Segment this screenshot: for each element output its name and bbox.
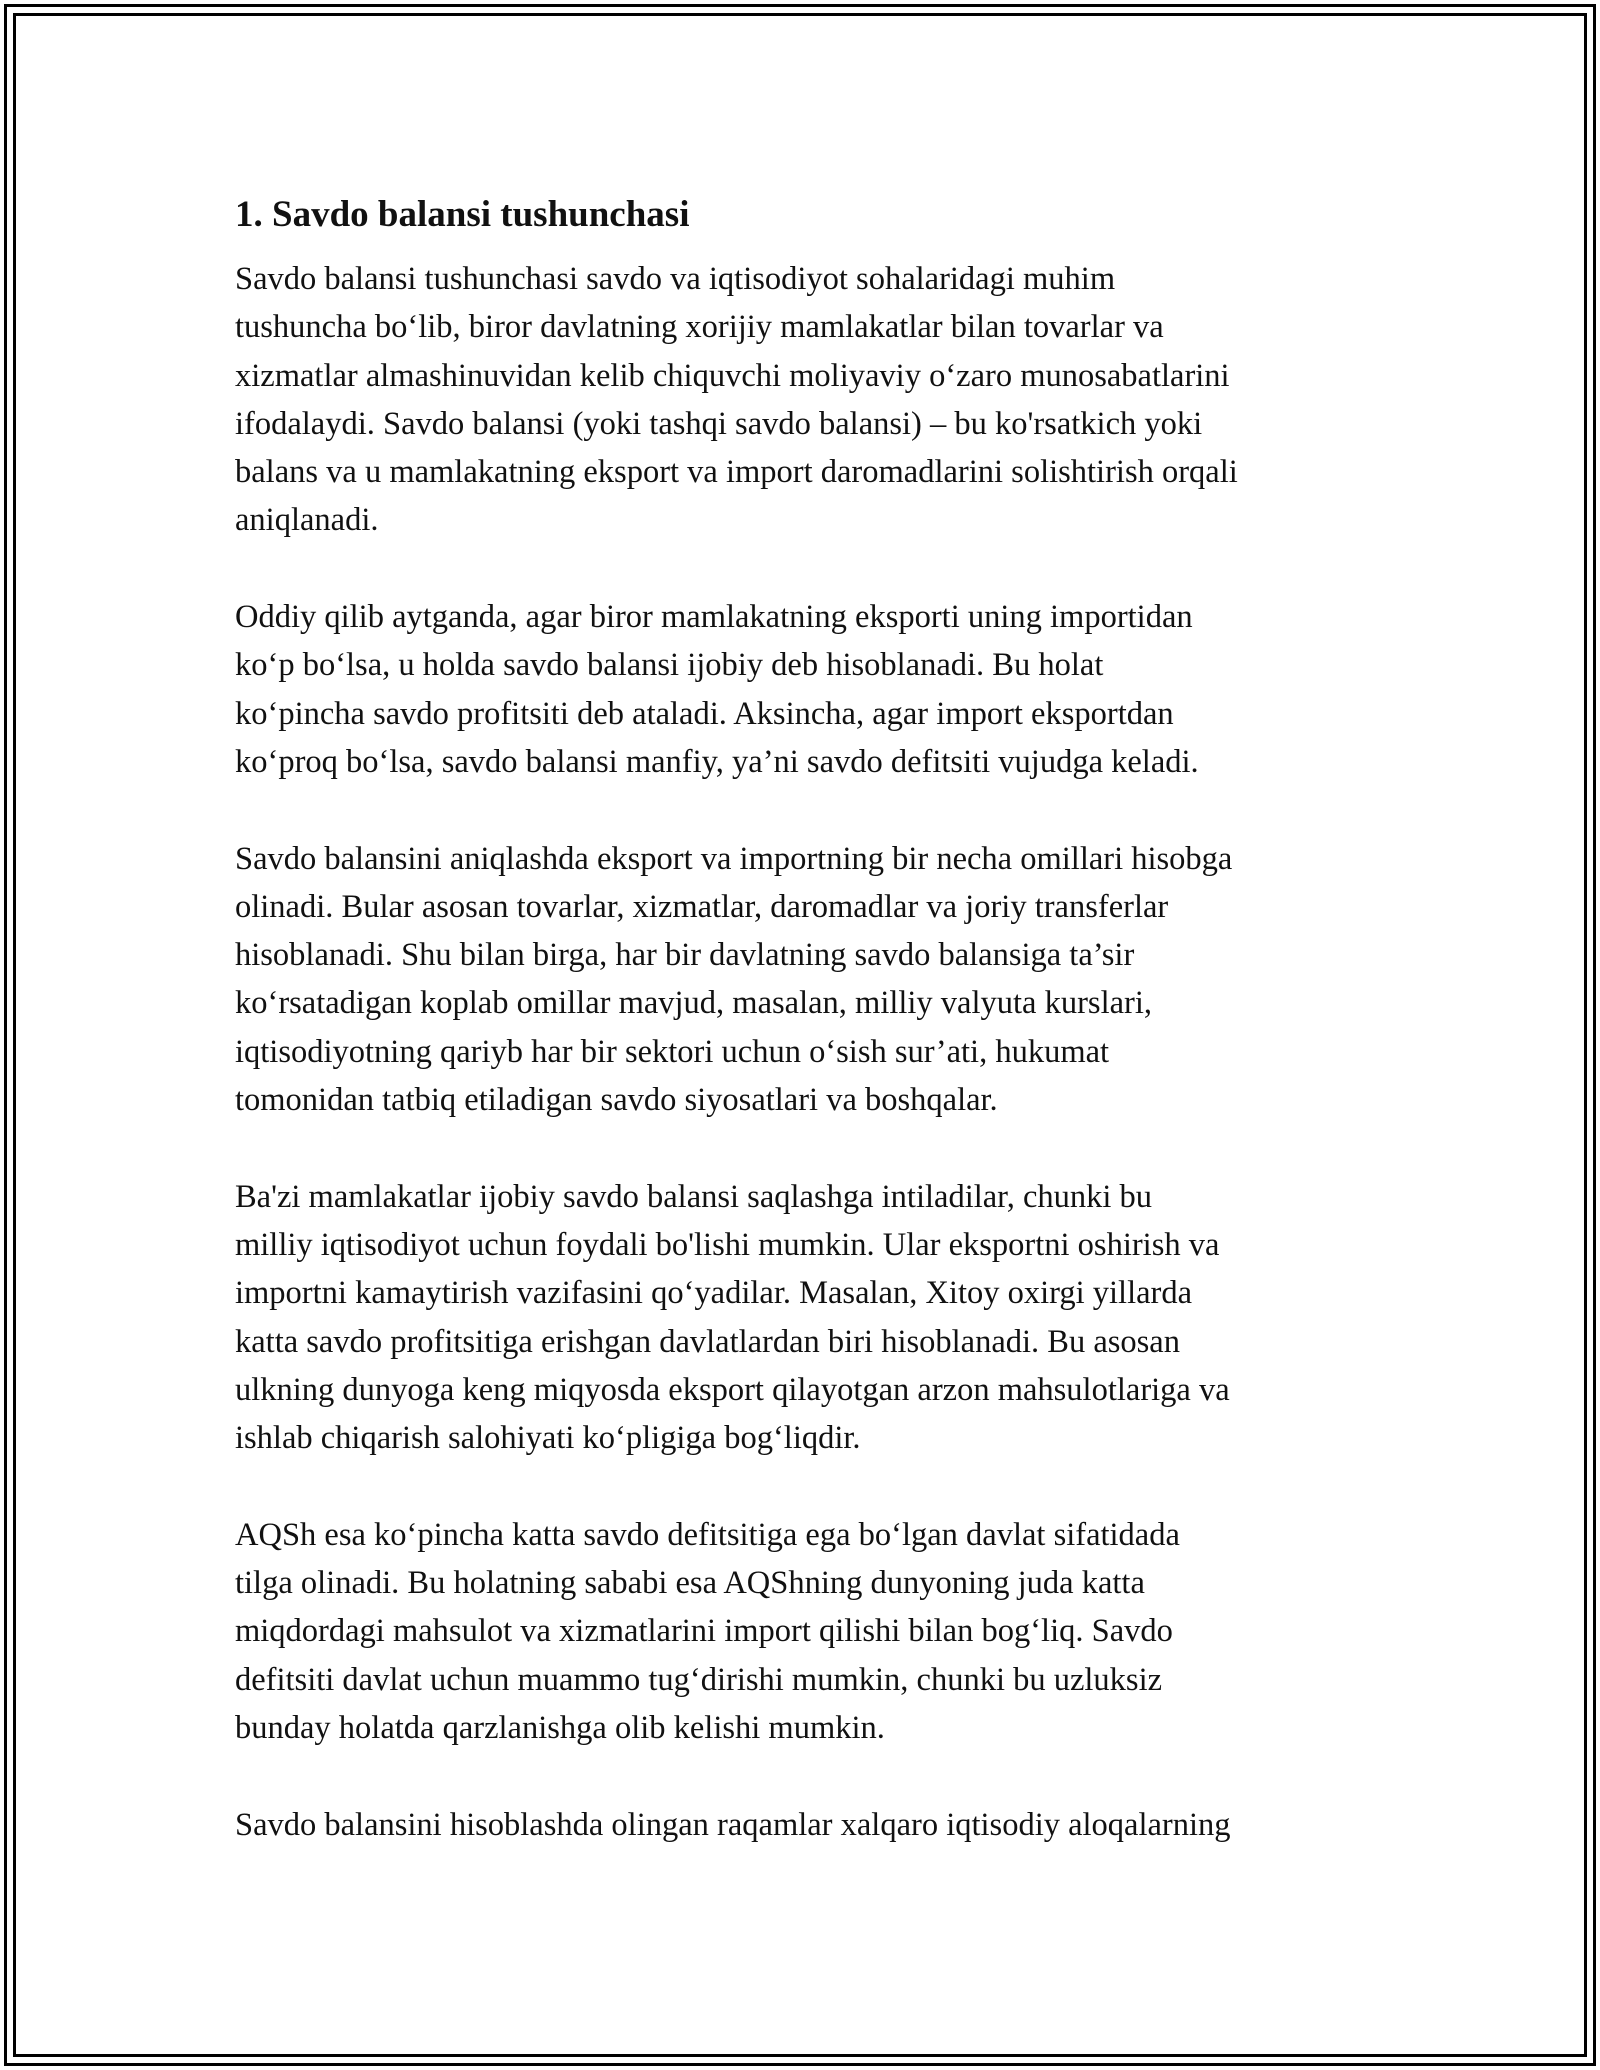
paragraph-2: Oddiy qilib aytganda, agar biror mamlakatning eksporti uning importidan ko‘p bo‘lsa, u holda savdo balansi ijobiy deb hisoblanadi. Bu holat ko‘pincha savdo profitsiti deb ataladi. Aksincha, agar import eksportdan ko‘proq bo‘lsa, savdo balansi manfiy, ya’ni savdo defitsiti vujudga keladi.: [235, 599, 1199, 780]
paragraph-6: Savdo balansini hisoblashda olingan raqamlar xalqaro iqtisodiy aloqalarning: [235, 1806, 1231, 1843]
paragraph-1: Savdo balansi tushunchasi savdo va iqtisodiyot sohalaridagi muhim tushuncha bo‘lib, biror davlatning xorijiy mamlakatlar bilan tovarlar va xizmatlar almashinuvidan kelib chiquvchi moliyaviy o‘zaro munosabatlarini ifodalaydi. Savdo balansi (yoki tashqi savdo balansi) – bu ko'rsatkich yoki balans va u mamlakatning eksport va import daromadlarini solishtirish orqali aniqlanadi.: [235, 261, 1238, 539]
paragraph-4: Ba'zi mamlakatlar ijobiy savdo balansi saqlashga intiladilar, chunki bu milliy iqtisodiyot uchun foydali bo'lishi mumkin. Ular eksportni oshirish va importni kamaytirish vazifasini qo‘yadilar. Masalan, Xitoy oxirgi yillarda katta savdo profitsitiga erishgan davlatlardan biri hisoblanadi. Bu asosan ulkning dunyoga keng miqyosda eksport qilayotgan arzon mahsulotlariga va ishlab chiqarish salohiyati ko‘pligiga bog‘liqdir.: [235, 1178, 1230, 1457]
section-heading: 1. Savdo balansi tushunchasi: [235, 194, 690, 235]
paragraph-3: Savdo balansini aniqlashda eksport va importning bir necha omillari hisobga olinadi. Bular asosan tovarlar, xizmatlar, daromadlar va joriy transferlar hisoblanadi. Shu bilan birga, har bir davlatning savdo balansiga ta’sir ko‘rsatadigan koplab omillar mavjud, masalan, milliy valyuta kurslari, iqtisodiyotning qariyb har bir sektori uchun o‘sish sur’ati, hukumat tomonidan tatbiq etiladigan savdo siyosatlari va boshqalar.: [235, 840, 1233, 1119]
paragraph-5: AQSh esa ko‘pincha katta savdo defitsitiga ega bo‘lgan davlat sifatidada tilga olinadi. Bu holatning sababi esa AQShning dunyoning juda katta miqdordagi mahsulot va xizmatlarini import qilishi bilan bog‘liq. Savdo defitsiti davlat uchun muammo tug‘dirishi mumkin, chunki bu uzluksiz bunday holatda qarzlanishga olib kelishi mumkin.: [235, 1516, 1180, 1746]
document-body: [235, 185, 1385, 1849]
